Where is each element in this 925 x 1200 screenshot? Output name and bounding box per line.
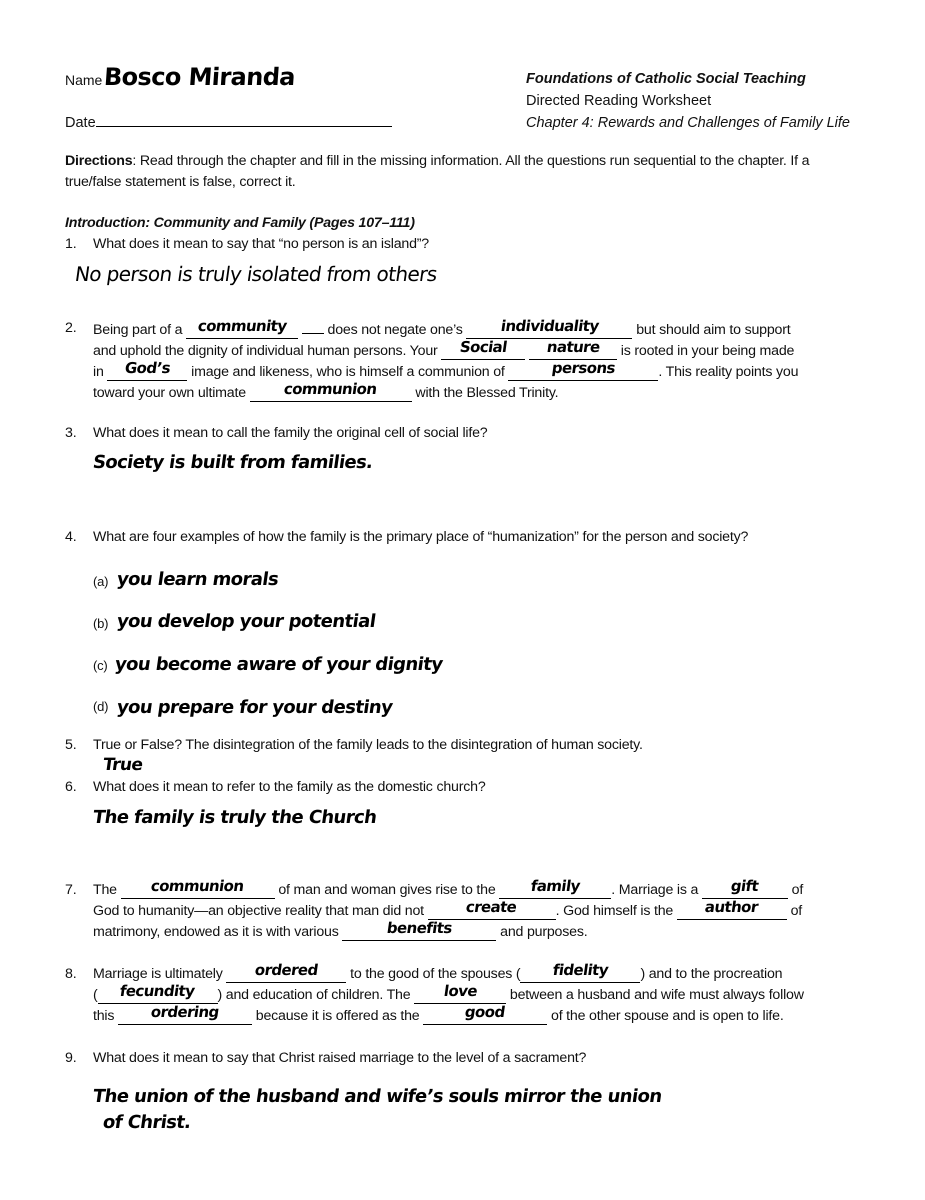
answer-text[interactable]: you learn morals — [115, 569, 280, 590]
question-number: 3. — [65, 425, 77, 441]
question-body — [93, 877, 868, 943]
answer-text: gift — [730, 877, 760, 895]
question-number: 6. — [65, 779, 77, 795]
answer-text[interactable]: you become aware of your dignity — [113, 654, 444, 675]
text-span: . Marriage is a — [611, 882, 699, 898]
question-6 — [65, 777, 865, 847]
question-text: What does it mean to call the family the original cell of social life? — [93, 425, 488, 441]
text-span: to the good of the spouses ( — [350, 966, 521, 982]
question-1 — [65, 234, 865, 304]
date-label: Date — [65, 115, 96, 131]
answer-text[interactable]: The family is truly the Church — [91, 807, 378, 828]
blank-field[interactable] — [677, 898, 787, 920]
text-span: because it is offered as the — [255, 1008, 420, 1024]
text-span: ) and education of children. The — [217, 987, 411, 1003]
text-span: The — [93, 882, 117, 898]
blank-field[interactable] — [441, 338, 525, 360]
blank-field[interactable] — [499, 877, 611, 899]
answer-text: create — [465, 898, 519, 916]
text-span: of the other spouse and is open to life. — [551, 1008, 784, 1024]
section-title: Introduction: Community and Family (Pages 107–111) — [65, 215, 415, 231]
text-span: toward your own ultimate — [93, 385, 246, 401]
text-span: in — [93, 364, 104, 380]
answer-text: ordering — [149, 1003, 221, 1021]
answer-text: ordered — [253, 961, 320, 979]
answer-text: individuality — [499, 317, 600, 335]
name-label: Name — [65, 72, 103, 88]
text-span: of man and woman gives rise to the — [278, 882, 496, 898]
question-text: What are four examples of how the family is the primary place of “humanization” for the person and society? — [93, 529, 749, 545]
blank-field[interactable] — [428, 898, 556, 920]
blank-field[interactable] — [107, 359, 187, 381]
answer-line-1[interactable]: The union of the husband and wife’s souls mirror the union — [91, 1086, 664, 1107]
blank-field[interactable] — [186, 317, 298, 339]
answer-text: family — [529, 877, 581, 895]
answer-text: persons — [550, 359, 617, 377]
text-span: ) and to the procreation — [640, 966, 783, 982]
date-field[interactable] — [96, 110, 392, 127]
question-7 — [65, 877, 865, 945]
course-title: Foundations of Catholic Social Teaching — [526, 71, 806, 87]
question-text: What does it mean to say that “no person is an island”? — [93, 236, 429, 252]
answer-text[interactable]: No person is truly isolated from others — [73, 262, 439, 286]
question-5 — [65, 735, 865, 779]
question-9 — [65, 1048, 865, 1158]
text-span: ( — [93, 987, 98, 1003]
blank-field[interactable] — [302, 318, 324, 334]
text-span: matrimony, endowed as it is with various — [93, 924, 339, 940]
question-number: 8. — [65, 966, 77, 982]
question-number: 5. — [65, 737, 77, 753]
worksheet-type: Directed Reading Worksheet — [526, 93, 712, 109]
course-info — [526, 68, 906, 134]
item-label: (b) — [93, 616, 109, 631]
answer-text: fidelity — [551, 961, 610, 979]
blank-field[interactable] — [414, 982, 506, 1004]
text-span: Being part of a — [93, 322, 183, 338]
question-text: What does it mean to say that Christ raised marriage to the level of a sacrament? — [93, 1050, 587, 1066]
question-3 — [65, 423, 865, 493]
text-span: but should aim to support — [636, 322, 791, 338]
blank-field[interactable] — [118, 1003, 252, 1025]
question-number: 1. — [65, 236, 77, 252]
text-span: and uphold the dignity of individual human persons. Your — [93, 343, 438, 359]
question-body — [93, 961, 868, 1027]
blank-field[interactable] — [466, 317, 632, 339]
answer-text: good — [464, 1003, 507, 1021]
answer-text: Social — [458, 338, 508, 356]
answer-text: nature — [545, 338, 601, 356]
chapter-title: Chapter 4: Rewards and Challenges of Family Life — [526, 115, 850, 131]
text-span: between a husband and wife must always follow — [509, 987, 804, 1003]
text-span: with the Blessed Trinity. — [415, 385, 559, 401]
answer-text: author — [704, 898, 760, 916]
item-label: (d) — [93, 699, 109, 714]
text-span: of — [791, 882, 804, 898]
name-row — [65, 63, 297, 92]
answer-text: benefits — [385, 919, 454, 937]
text-span: does not negate one’s — [327, 322, 463, 338]
question-number: 7. — [65, 882, 77, 898]
text-span: Marriage is ultimately — [93, 966, 223, 982]
text-span: is rooted in your being made — [620, 343, 795, 359]
question-2 — [65, 318, 865, 403]
blank-field[interactable] — [250, 380, 412, 402]
blank-field[interactable] — [342, 919, 496, 941]
directions-text: : Read through the chapter and fill in the missing information. All the questions run sequential to the chapter. If a true/false statement is false, correct it. — [65, 153, 810, 190]
blank-field[interactable] — [98, 982, 218, 1004]
blank-field[interactable] — [508, 359, 658, 381]
answer-text[interactable]: you develop your potential — [115, 611, 377, 632]
answer-text[interactable]: you prepare for your destiny — [115, 697, 394, 718]
answer-text: fecundity — [119, 982, 196, 1000]
question-text: True or False? The disintegration of the family leads to the disintegration of human society. — [93, 737, 643, 753]
date-row — [65, 110, 392, 134]
text-span: and purposes. — [500, 924, 588, 940]
item-label: (a) — [93, 574, 109, 589]
question-body — [93, 318, 868, 404]
answer-text: communion — [283, 380, 379, 398]
blank-field[interactable] — [529, 338, 617, 360]
answer-text: community — [196, 317, 288, 335]
text-span: God to humanity—an objective reality that man did not — [93, 903, 424, 919]
directions-label: Directions — [65, 153, 133, 169]
answer-line-2[interactable]: of Christ. — [101, 1112, 193, 1133]
question-4 — [65, 527, 865, 727]
item-label: (c) — [93, 658, 108, 673]
text-span: image and likeness, who is himself a communion of — [191, 364, 505, 380]
question-8 — [65, 961, 865, 1029]
answer-text[interactable]: Society is built from families. — [91, 452, 375, 473]
question-number: 9. — [65, 1050, 77, 1066]
text-span: . This reality points you — [658, 364, 799, 380]
directions — [65, 151, 865, 193]
question-number: 4. — [65, 529, 77, 545]
blank-field[interactable] — [702, 877, 788, 899]
answer-text: God’s — [123, 359, 172, 377]
blank-field[interactable] — [520, 961, 640, 983]
blank-field[interactable] — [121, 877, 275, 899]
answer-text[interactable]: True — [101, 755, 144, 775]
question-number: 2. — [65, 320, 77, 336]
text-span: . God himself is the — [555, 903, 674, 919]
text-span: of — [790, 903, 803, 919]
answer-text: love — [442, 982, 478, 1000]
question-text: What does it mean to refer to the family as the domestic church? — [93, 779, 486, 795]
answer-text: communion — [150, 877, 246, 895]
text-span: this — [93, 1008, 115, 1024]
name-value[interactable]: Bosco Miranda — [103, 63, 297, 91]
blank-field[interactable] — [226, 961, 346, 983]
blank-field[interactable] — [423, 1003, 547, 1025]
